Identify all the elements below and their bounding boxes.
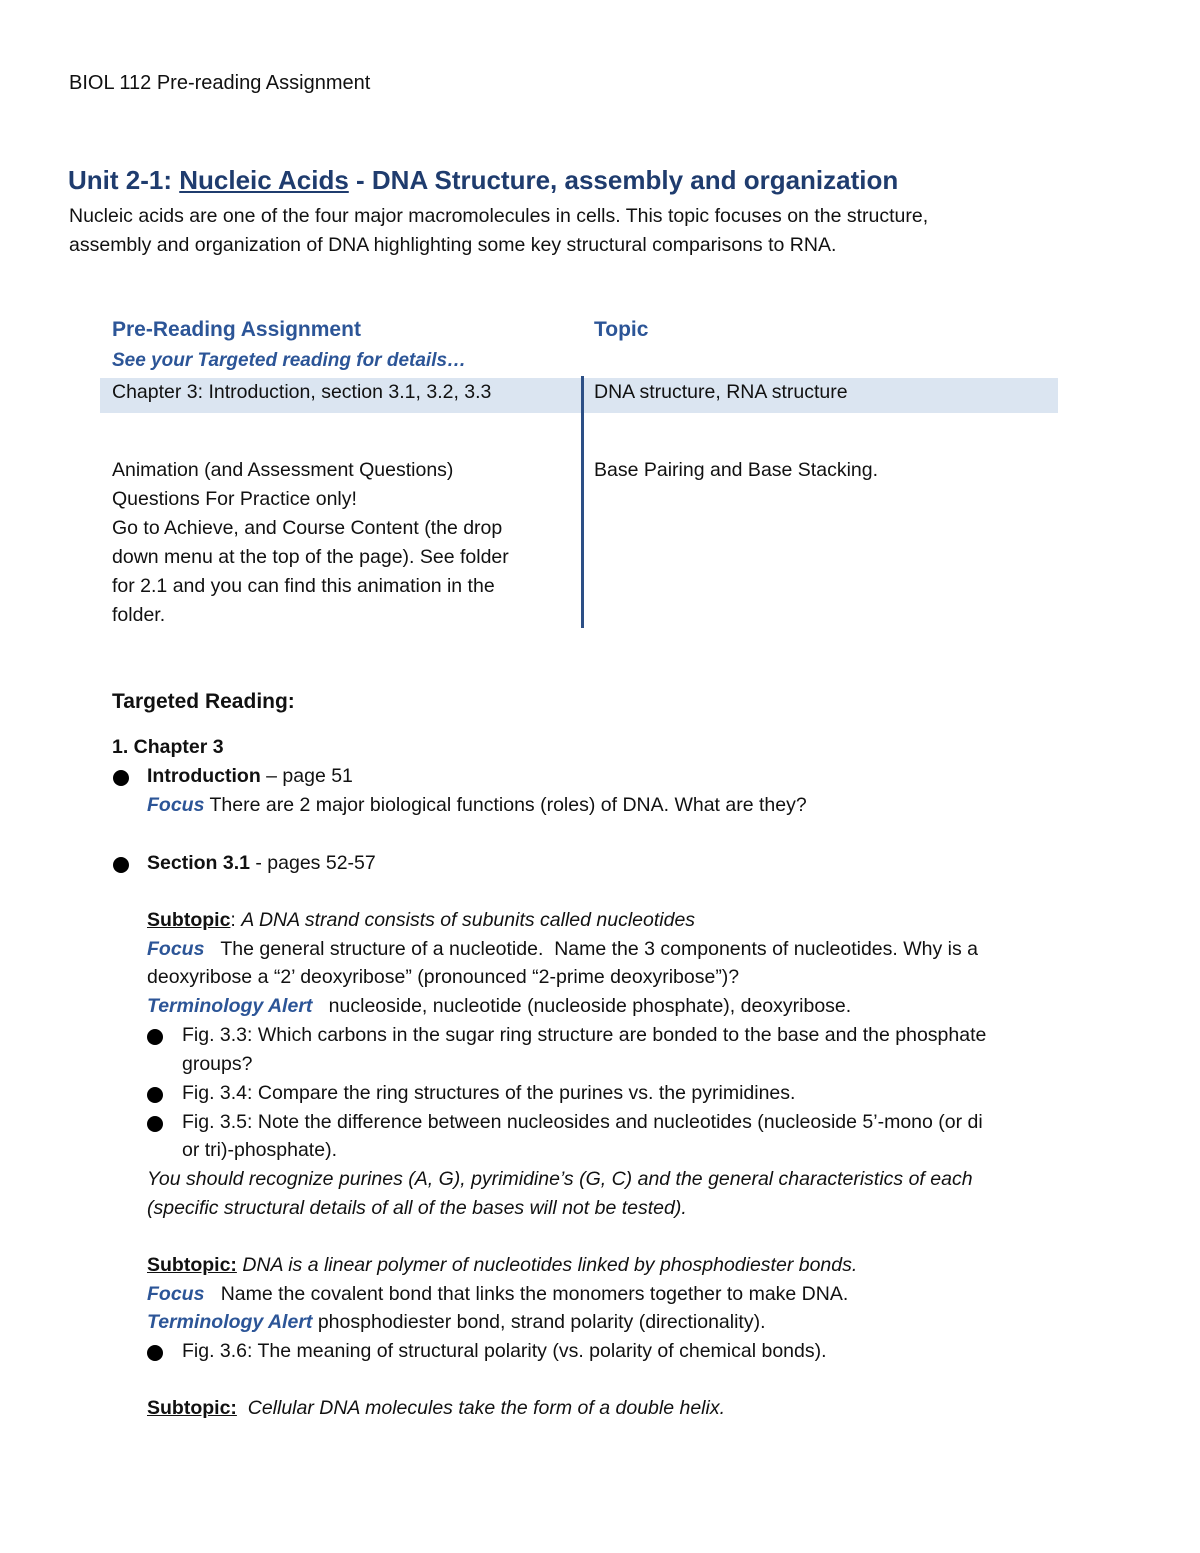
intro-line-2: assembly and organization of DNA highlighting some key structural comparisons to RNA. [69,234,837,256]
focus-label: Focus [147,1283,205,1305]
subtopic-3 [147,1397,725,1420]
intro-item-rest: – page 51 [260,765,353,787]
bullet-icon [113,857,129,873]
subtopic-1-focus [147,938,978,961]
note-line-2: (specific structural details of all of the bases will not be tested). [147,1197,687,1219]
table-cell-assignment-2 [112,456,572,630]
focus-text: The general structure of a nucleotide. Name the 3 components of nucleotides. Why is a [204,938,979,960]
table-cell-assignment-1: Chapter 3: Introduction, section 3.1, 3.2, 3.3 [112,381,492,403]
subtopic-label: Subtopic: [147,1254,237,1276]
table-header-assignment: Pre-Reading Assignment [112,318,361,341]
terminology-label: Terminology Alert [147,1311,313,1333]
bullet-icon [147,1345,163,1361]
subtopic-2 [147,1254,857,1277]
fig-bullet-4: Fig. 3.6: The meaning of structural polarity (vs. polarity of chemical bonds). [182,1340,827,1362]
chapter-heading: 1. Chapter 3 [112,736,224,758]
focus-text: There are 2 major biological functions (roles) of DNA. What are they? [204,794,807,816]
subtopic-2-focus [147,1283,848,1306]
section-item [147,852,376,875]
bullet-icon [147,1029,163,1045]
note-line-1: You should recognize purines (A, G), pyrimidine’s (G, C) and the general characteristics of each [147,1168,973,1190]
table-subheader: See your Targeted reading for details… [112,350,467,371]
subtopic-label: Subtopic: [147,1397,237,1419]
section-item-rest: - pages 52-57 [249,852,376,874]
focus-text: Name the covalent bond that links the monomers together to make DNA. [204,1283,849,1305]
fig-bullet-1-cont: groups? [182,1053,253,1075]
terminology-label: Terminology Alert [147,995,313,1017]
targeted-reading-heading: Targeted Reading: [112,690,295,713]
intro-item-label: Introduction [147,765,261,787]
title-link[interactable]: Nucleic Acids [179,165,349,195]
subtopic-1 [147,909,695,932]
table-cell-line: for 2.1 and you can find this animation in the [112,575,495,597]
table-column-divider [581,376,584,628]
bullet-icon [147,1116,163,1132]
fig-bullet-2: Fig. 3.4: Compare the ring structures of the purines vs. the pyrimidines. [182,1082,796,1104]
subtopic-colon: : [230,909,242,931]
subtopic-label: Subtopic [147,909,231,931]
title-prefix: Unit 2-1: [68,165,180,195]
subtopic-1-focus-cont: deoxyribose a “2’ deoxyribose” (pronounced “2-prime deoxyribose”)? [147,966,740,988]
table-cell-topic-2: Base Pairing and Base Stacking. [594,459,879,481]
intro-paragraph [69,202,1129,260]
intro-line-1: Nucleic acids are one of the four major macromolecules in cells. This topic focuses on the structure, [69,205,929,227]
subtopic-text: DNA is a linear polymer of nucleotides linked by phosphodiester bonds. [236,1254,858,1276]
table-cell-line: folder. [112,604,166,626]
table-header-topic: Topic [594,318,649,341]
table-cell-line: Animation (and Assessment Questions) [112,459,454,481]
terminology-text: nucleoside, nucleotide (nucleoside phosphate), deoxyribose. [312,995,852,1017]
section-item-label: Section 3.1 [147,852,250,874]
table-cell-topic-1: DNA structure, RNA structure [594,381,848,403]
intro-item [147,765,353,788]
fig-bullet-3: Fig. 3.5: Note the difference between nucleosides and nucleotides (nucleoside 5’-mono (or di [182,1111,983,1133]
focus-label: Focus [147,938,205,960]
page-title [68,165,898,196]
title-suffix: - DNA Structure, assembly and organization [348,165,899,195]
subtopic-2-terminology [147,1311,766,1334]
intro-focus [147,794,807,817]
subtopic-text: A DNA strand consists of subunits called nucleotides [241,909,696,931]
fig-bullet-1: Fig. 3.3: Which carbons in the sugar ring structure are bonded to the base and the phosphate [182,1024,987,1046]
terminology-text: phosphodiester bond, strand polarity (directionality). [312,1311,766,1333]
bullet-icon [113,770,129,786]
table-cell-line: Go to Achieve, and Course Content (the drop [112,517,503,539]
bullet-icon [147,1087,163,1103]
table-cell-line: down menu at the top of the page). See folder [112,546,509,568]
subtopic-1-terminology [147,995,851,1018]
subtopic-text: Cellular DNA molecules take the form of a double helix. [236,1397,725,1419]
fig-bullet-3-cont: or tri)-phosphate). [182,1139,337,1161]
document-header: BIOL 112 Pre-reading Assignment [69,72,371,94]
focus-label: Focus [147,794,205,816]
table-cell-line: Questions For Practice only! [112,488,357,510]
